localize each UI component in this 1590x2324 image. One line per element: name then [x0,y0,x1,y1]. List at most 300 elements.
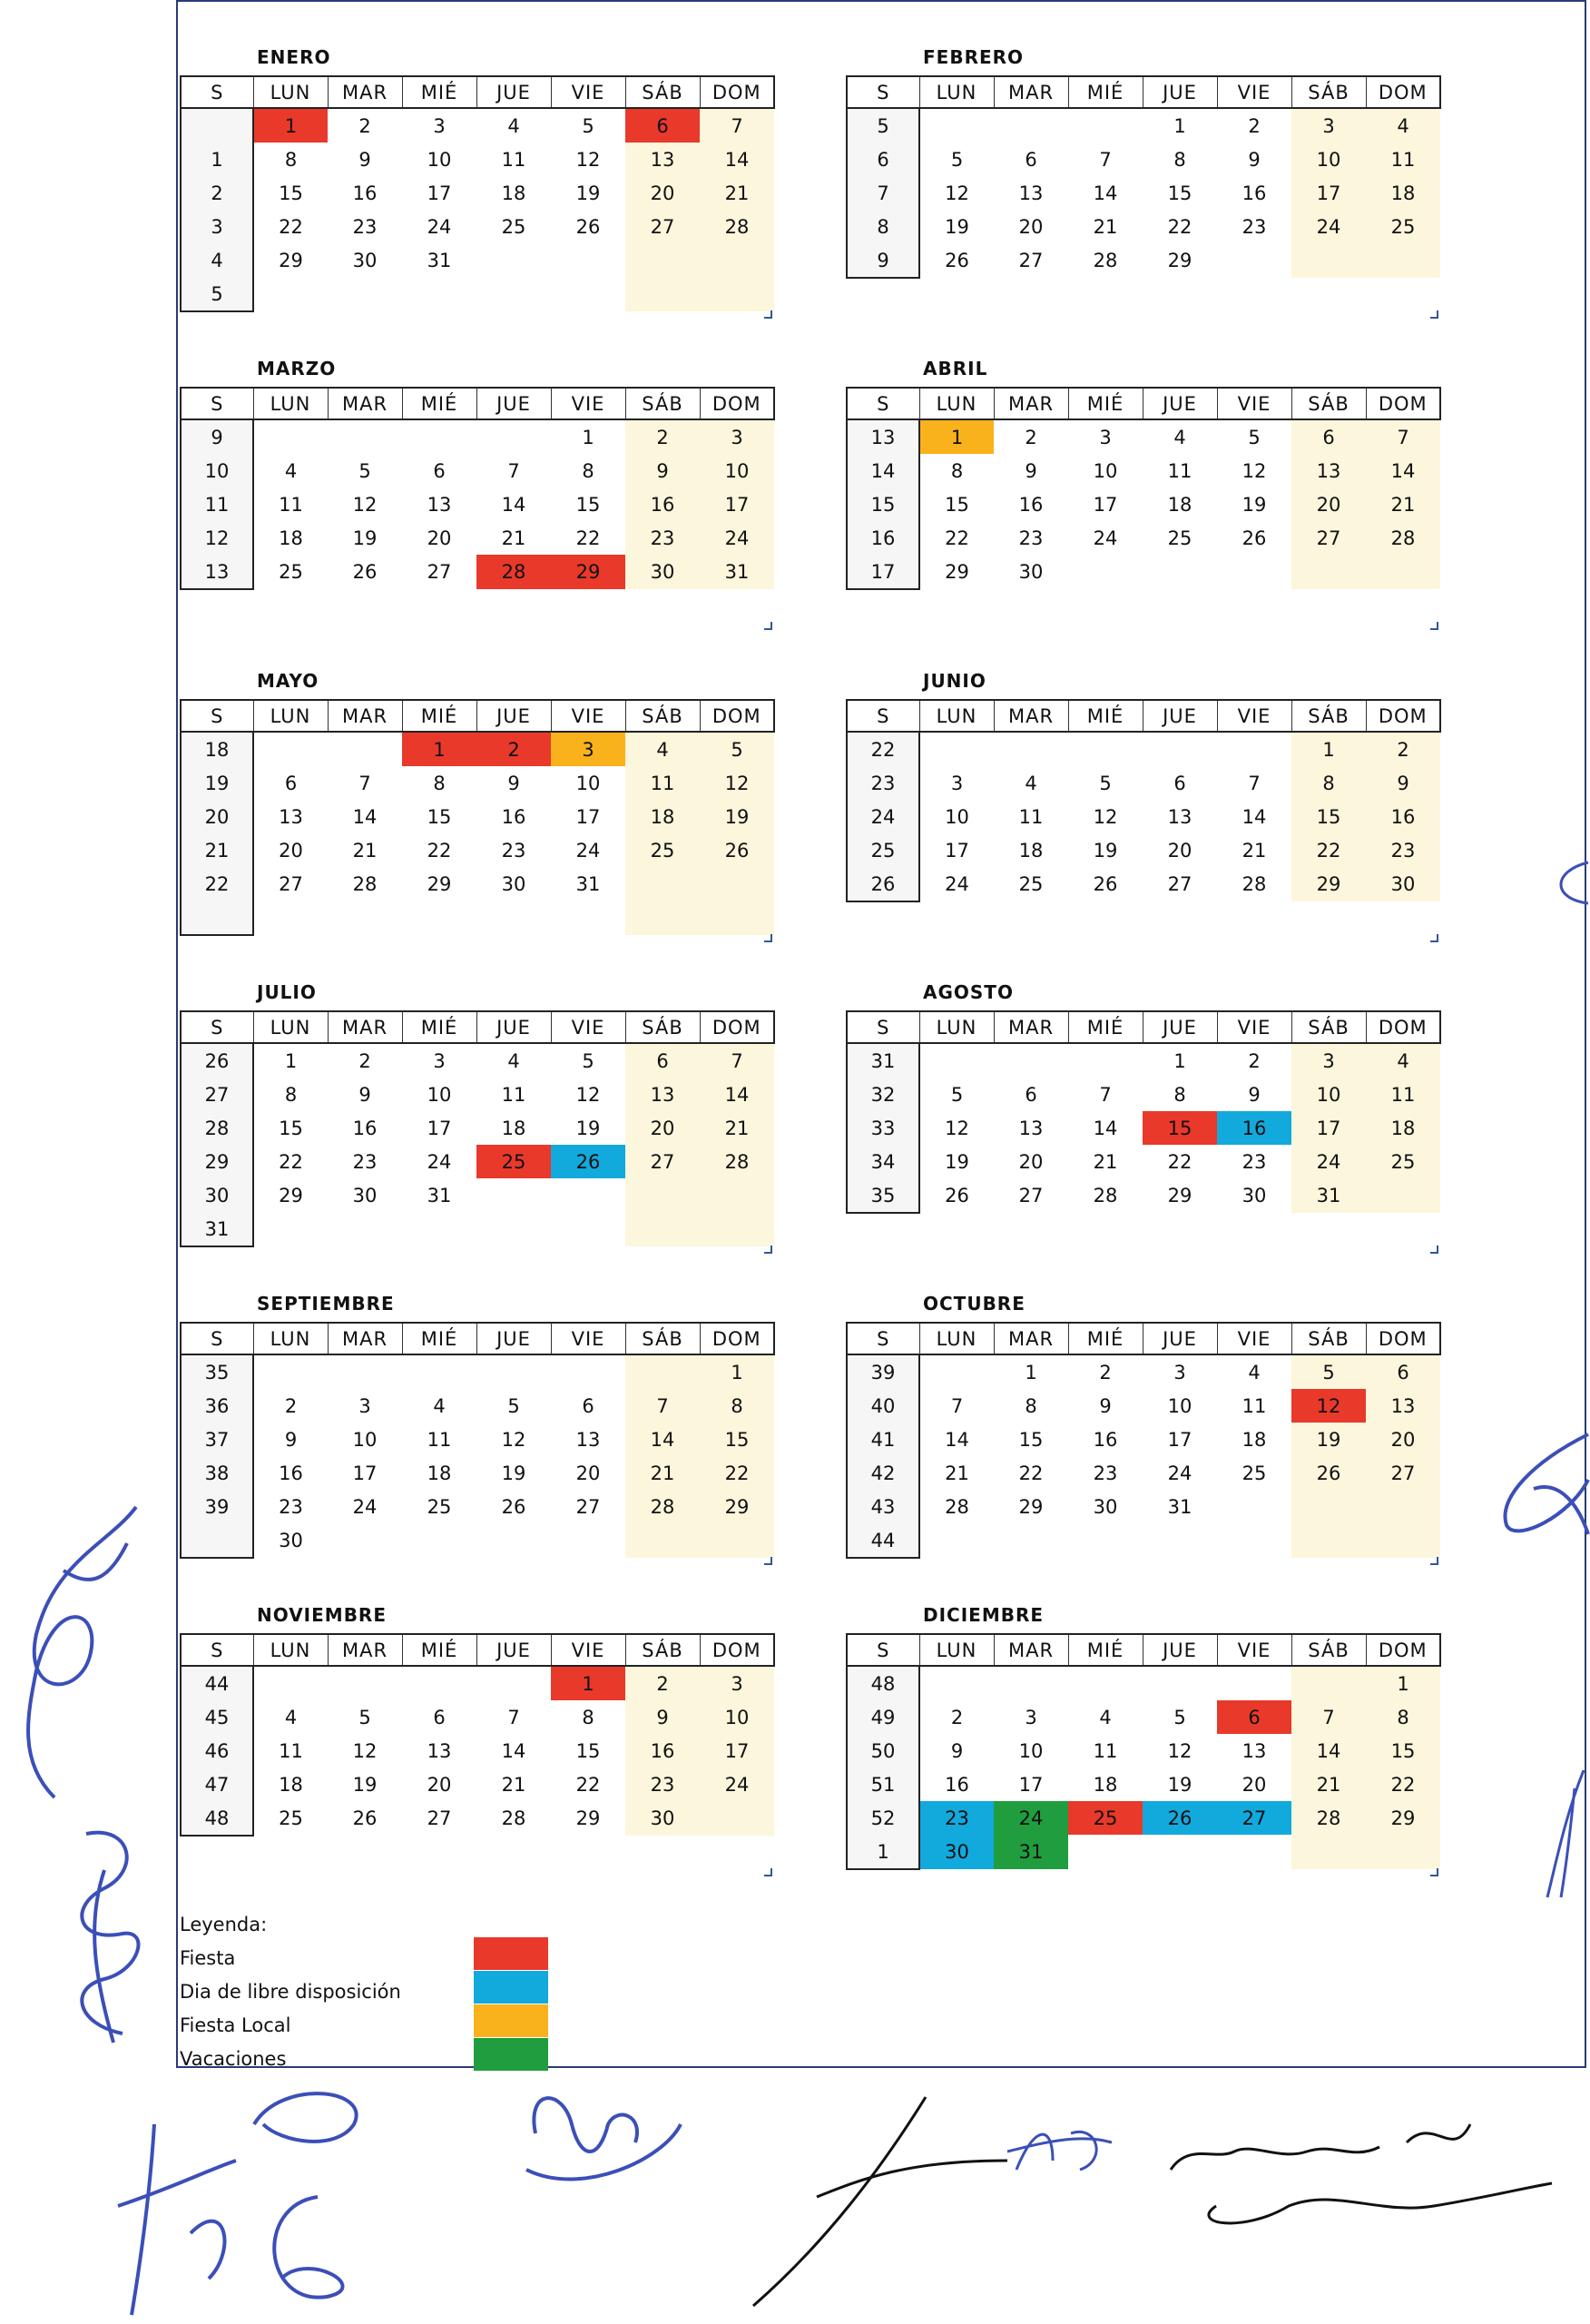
day-cell: 6 [1291,419,1366,454]
week-number: 32 [847,1078,919,1111]
day-cell: 18 [501,1117,526,1139]
day-cell: 22 [279,215,303,238]
day-cell: 11 [1167,459,1192,482]
day-cell: 19 [352,1773,378,1796]
day-cell [551,277,625,311]
signature-bottom-3 [717,2088,1016,2324]
day-cell: 25 [1167,527,1192,549]
day-cell: 22 [1366,1768,1440,1801]
day-cell: 24 [994,1801,1068,1835]
day-cell: 12 [352,1739,378,1762]
day-cell: 16 [352,1117,378,1139]
day-cell: 1 [1291,732,1366,766]
day-header-jue: JUE [1143,76,1217,108]
week-number: 18 [181,732,253,766]
day-cell: 21 [1093,1150,1118,1173]
day-header-vie: VIE [551,76,625,108]
day-cell: 14 [1242,805,1267,828]
day-header-lun: LUN [253,1323,328,1354]
day-cell [994,108,1068,143]
day-cell: 19 [1167,1773,1192,1796]
day-cell [253,732,328,766]
day-cell [1217,1490,1291,1523]
month-title-abril: ABRIL [923,358,988,379]
day-cell [551,1212,625,1246]
week-number: 29 [181,1145,253,1178]
day-header-lun: LUN [253,388,328,419]
month-table-julio [180,1010,775,1247]
day-cell: 12 [700,766,774,800]
signature-bottom-1 [100,2070,445,2324]
week-row [181,1078,774,1111]
day-cell: 30 [1093,1495,1118,1518]
day-cell [551,243,625,277]
day-cell: 4 [1366,108,1440,143]
week-number: 37 [181,1423,253,1456]
day-cell [253,1666,328,1700]
day-header-dom: DOM [700,1634,774,1666]
day-header-lun: LUN [919,76,994,108]
day-cell: 11 [1018,805,1044,828]
day-cell: 3 [358,1394,371,1417]
day-cell: 4 [1173,426,1186,448]
day-cell: 10 [1093,459,1118,482]
day-header-mie: MIÉ [1068,1323,1143,1354]
week-row [181,1043,774,1078]
day-cell: 6 [1217,1700,1291,1734]
week-number [181,108,253,143]
week-row [181,487,774,521]
day-cell [700,1523,774,1558]
day-header-jue: JUE [476,1011,551,1043]
day-cell: 6 [625,108,700,143]
week-col-header: S [181,388,253,419]
day-cell: 9 [1248,148,1261,171]
day-cell: 29 [1291,867,1366,901]
day-cell: 23 [1366,833,1440,867]
day-cell: 20 [575,1462,601,1484]
week-row [847,143,1440,176]
day-header-jue: JUE [1143,388,1217,419]
week-number: 8 [847,210,919,243]
day-cell [328,1354,402,1389]
day-cell: 19 [1242,493,1267,516]
week-row [181,108,774,143]
header-row [847,1011,1440,1043]
week-row [847,454,1440,487]
month-table-junio [846,699,1441,902]
day-cell [476,1178,551,1212]
day-cell: 28 [1366,521,1440,555]
header-row [181,388,774,419]
week-row [181,867,774,901]
day-cell [1217,243,1291,278]
day-cell [253,1212,328,1246]
day-cell: 24 [427,215,452,238]
legend-swatch-local [474,2004,548,2037]
day-cell: 19 [700,800,774,833]
day-cell: 24 [1167,1462,1192,1484]
day-cell: 17 [945,839,969,862]
day-cell: 28 [1291,1801,1366,1835]
day-cell: 26 [352,1807,378,1829]
week-number: 22 [847,732,919,766]
day-header-mar: MAR [328,1323,402,1354]
day-cell: 26 [1291,1456,1366,1490]
day-cell: 3 [700,1666,774,1700]
week-number: 14 [847,454,919,487]
day-cell: 6 [433,1706,446,1728]
day-cell: 15 [575,493,601,516]
day-cell: 13 [1242,1739,1267,1762]
day-cell: 3 [700,419,774,454]
month-title-febrero: FEBRERO [923,46,1025,68]
week-number: 21 [181,833,253,867]
day-cell [700,277,774,311]
day-cell: 21 [352,839,378,862]
day-cell: 2 [1248,114,1261,137]
week-number: 9 [181,419,253,454]
week-number: 19 [181,766,253,800]
month-table-febrero [846,75,1441,279]
day-cell: 15 [1167,182,1192,204]
day-cell: 6 [1366,1354,1440,1389]
day-cell: 3 [1173,1361,1186,1384]
day-cell: 22 [279,1150,303,1173]
week-number: 36 [181,1389,253,1423]
day-cell: 22 [1167,1150,1192,1173]
day-cell [919,1354,994,1389]
day-cell: 2 [358,114,371,137]
day-cell: 13 [625,1078,700,1111]
day-cell: 31 [1167,1495,1192,1518]
day-cell: 29 [1167,250,1192,271]
day-header-dom: DOM [1366,1323,1440,1354]
day-cell: 8 [284,1083,298,1106]
legend-label-local: Fiesta Local [180,2014,291,2036]
day-header-dom: DOM [1366,1634,1440,1666]
day-cell: 26 [1143,1801,1217,1835]
day-cell: 22 [575,1773,601,1796]
day-cell: 16 [1366,800,1440,833]
legend-title: Leyenda: [180,1914,268,1935]
day-cell: 5 [1099,772,1112,794]
day-cell: 18 [1167,493,1192,516]
day-cell: 16 [1093,1428,1118,1451]
day-cell [402,1523,476,1558]
day-cell: 8 [1173,148,1186,171]
day-header-sab: SÁB [1291,1634,1366,1666]
day-cell: 29 [1018,1495,1044,1518]
day-cell: 18 [1093,1773,1118,1796]
day-cell: 7 [700,1043,774,1078]
day-header-dom: DOM [1366,1011,1440,1043]
day-header-mie: MIÉ [1068,76,1143,108]
day-cell: 4 [1099,1706,1112,1728]
week-number: 25 [847,833,919,867]
day-cell: 24 [700,521,774,555]
day-cell: 19 [1093,839,1118,862]
day-cell: 2 [476,732,551,766]
day-cell [402,277,476,311]
day-cell: 10 [352,1428,378,1451]
week-row [847,1145,1440,1178]
week-number: 17 [847,555,919,589]
day-cell: 5 [582,1049,594,1072]
day-cell: 11 [1242,1394,1267,1417]
day-header-jue: JUE [1143,1011,1217,1043]
day-cell: 16 [1217,1111,1291,1145]
day-cell: 21 [700,176,774,210]
week-number: 3 [181,210,253,243]
day-cell: 6 [1025,1083,1037,1106]
week-number: 33 [847,1111,919,1145]
resize-corner-icon [1430,934,1438,942]
day-cell: 17 [1018,1773,1044,1796]
day-header-mar: MAR [994,1011,1068,1043]
day-cell: 25 [427,1495,452,1518]
day-header-vie: VIE [1217,388,1291,419]
day-cell: 27 [1291,521,1366,555]
day-cell: 21 [501,527,526,549]
week-row [181,800,774,833]
day-cell [328,732,402,766]
day-cell [1068,555,1143,589]
legend [180,1908,401,2076]
day-cell: 6 [433,459,446,482]
week-row [847,867,1440,901]
week-number: 11 [181,487,253,521]
day-cell: 23 [1242,215,1267,238]
day-header-sab: SÁB [625,1634,700,1666]
day-cell: 27 [1018,250,1044,271]
day-cell: 28 [1093,1185,1118,1206]
day-cell: 10 [427,1083,452,1106]
week-col-header: S [181,76,253,108]
month-title-enero: ENERO [257,46,331,68]
week-number: 39 [847,1354,919,1389]
day-cell: 27 [625,1145,700,1178]
day-cell [994,1523,1068,1558]
header-row [847,76,1440,108]
day-cell [625,1212,700,1246]
day-header-jue: JUE [476,1323,551,1354]
month-table-agosto [846,1010,1441,1214]
day-header-sab: SÁB [1291,388,1366,419]
day-header-jue: JUE [1143,1634,1217,1666]
day-cell: 26 [551,1145,625,1178]
day-cell [328,1523,402,1558]
day-header-mar: MAR [994,700,1068,732]
day-cell [328,901,402,935]
day-header-sab: SÁB [625,1011,700,1043]
day-cell [551,901,625,935]
day-cell: 14 [1366,454,1440,487]
day-cell: 26 [945,250,969,271]
day-header-vie: VIE [1217,1011,1291,1043]
day-cell: 22 [427,839,452,862]
day-header-lun: LUN [253,1011,328,1043]
header-row [181,700,774,732]
day-cell: 29 [279,1184,303,1206]
day-header-mar: MAR [994,1323,1068,1354]
day-cell [1217,1666,1291,1700]
day-cell: 15 [1143,1111,1217,1145]
day-cell [1217,555,1291,589]
day-cell: 14 [501,1739,526,1762]
day-cell: 27 [575,1495,601,1518]
day-header-mar: MAR [328,76,402,108]
day-cell: 25 [279,561,303,583]
week-number: 9 [847,243,919,278]
day-header-mie: MIÉ [402,1011,476,1043]
day-cell: 5 [507,1394,520,1417]
day-cell: 8 [1173,1083,1186,1106]
day-cell: 3 [1025,1706,1037,1728]
day-cell [1291,555,1366,589]
week-row [181,1423,774,1456]
day-cell [1291,1490,1366,1523]
day-cell: 15 [279,1117,303,1139]
day-header-mar: MAR [328,1011,402,1043]
day-cell: 31 [994,1835,1068,1869]
day-header-lun: LUN [919,388,994,419]
day-cell: 18 [427,1462,452,1484]
day-cell: 8 [1025,1394,1037,1417]
day-cell: 8 [950,459,964,482]
day-cell: 3 [950,772,964,794]
day-cell [919,1043,994,1078]
day-header-mar: MAR [328,388,402,419]
week-row [847,766,1440,800]
day-cell: 27 [427,561,452,583]
signature-right-margin-2 [1479,1425,1590,1543]
day-cell: 23 [352,215,378,238]
day-cell: 3 [1291,1043,1366,1078]
day-cell: 15 [1291,800,1366,833]
week-row [847,1178,1440,1213]
day-cell: 23 [1018,527,1044,549]
day-cell: 17 [575,805,601,828]
day-cell: 27 [1167,873,1192,895]
signature-right-margin-1 [1543,853,1590,908]
day-cell: 25 [501,215,526,238]
day-cell: 20 [279,839,303,862]
week-number: 38 [181,1456,253,1490]
day-cell [402,1212,476,1246]
month-table-abril [846,387,1441,590]
day-cell: 9 [1025,459,1037,482]
day-cell [1143,732,1217,766]
week-number: 44 [847,1523,919,1558]
day-cell [700,1178,774,1212]
day-cell: 12 [1291,1389,1366,1423]
day-cell: 11 [501,1083,526,1106]
day-cell: 2 [1099,1361,1112,1384]
day-cell: 24 [1093,527,1118,549]
legend-label-vacaciones: Vacaciones [180,2048,287,2070]
day-cell: 21 [625,1456,700,1490]
month-table-noviembre [180,1633,775,1837]
day-cell [476,1354,551,1389]
day-cell: 21 [501,1773,526,1796]
day-cell: 4 [284,1706,298,1728]
day-header-mie: MIÉ [1068,700,1143,732]
day-cell: 18 [279,527,303,549]
week-number: 45 [181,1700,253,1734]
day-cell: 7 [625,1389,700,1423]
week-number: 5 [181,277,253,311]
week-row [181,901,774,935]
week-row [847,1111,1440,1145]
resize-corner-icon [764,310,772,319]
day-cell: 13 [575,1428,601,1451]
day-cell [476,1212,551,1246]
day-cell: 27 [1217,1801,1291,1835]
resize-corner-icon [1430,1557,1438,1565]
day-cell: 22 [575,527,601,549]
day-cell: 21 [1093,215,1118,238]
week-row [847,800,1440,833]
week-number: 10 [181,454,253,487]
week-row [181,1212,774,1246]
day-cell: 24 [1291,210,1366,243]
day-header-mie: MIÉ [1068,388,1143,419]
day-cell: 4 [507,1049,520,1072]
day-cell: 20 [1366,1423,1440,1456]
day-cell: 4 [1248,1361,1261,1384]
day-cell [1366,1178,1440,1213]
day-cell [1068,108,1143,143]
day-cell: 15 [945,493,969,516]
week-number: 49 [847,1700,919,1734]
day-cell: 9 [1366,766,1440,800]
week-row [181,1801,774,1836]
day-cell: 8 [433,772,446,794]
day-cell: 2 [625,419,700,454]
day-cell: 28 [700,210,774,243]
week-number: 28 [181,1111,253,1145]
day-header-mie: MIÉ [402,76,476,108]
day-header-sab: SÁB [625,388,700,419]
day-header-mie: MIÉ [402,1634,476,1666]
day-cell: 13 [1366,1389,1440,1423]
day-header-mar: MAR [994,388,1068,419]
day-cell: 11 [427,1428,452,1451]
day-cell: 8 [1366,1700,1440,1734]
day-cell: 23 [625,1768,700,1801]
day-cell: 16 [279,1462,303,1484]
day-cell: 28 [476,555,551,589]
day-cell: 7 [358,772,371,794]
day-header-lun: LUN [919,700,994,732]
day-cell [328,419,402,454]
day-header-vie: VIE [551,1634,625,1666]
day-cell: 19 [575,182,601,204]
day-cell: 4 [284,459,298,482]
day-header-sab: SÁB [1291,1011,1366,1043]
day-cell: 24 [427,1150,452,1173]
signature-right-margin-3 [1538,1761,1590,1906]
day-cell [994,1666,1068,1700]
day-cell: 30 [1242,1185,1267,1206]
day-cell [1217,1835,1291,1869]
week-number: 31 [847,1043,919,1078]
week-number: 13 [181,555,253,589]
day-cell: 5 [358,1706,371,1728]
day-cell: 1 [1173,1049,1186,1072]
day-header-vie: VIE [551,388,625,419]
